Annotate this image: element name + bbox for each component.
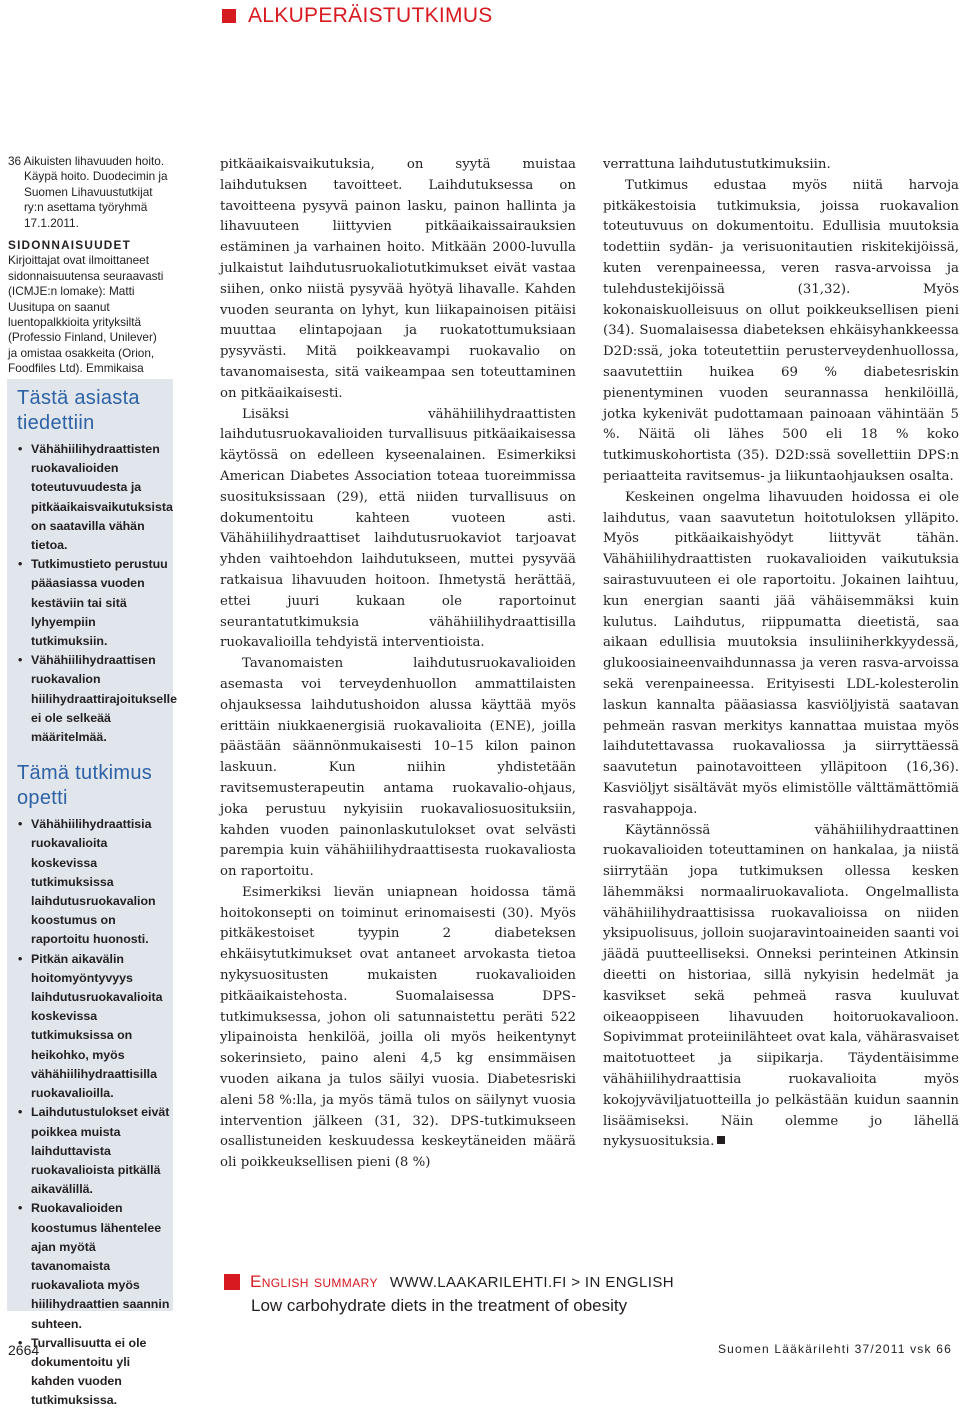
known-heading: Tästä asiasta tiedettiin xyxy=(17,387,140,434)
reference-item: 36 Aikuisten lihavuuden hoito. Käypä hoito. Duodecimin ja Suomen Lihavuustutkijat ry:n asettama työryhmä 17.1.2011. xyxy=(8,154,168,230)
list-item: • Vähähiilihydraattisen ruokavalion hiilihydraattirajoitukselle ei ole selkeää määritelmää. xyxy=(17,651,173,747)
body-column-2 xyxy=(603,155,959,1153)
list-item: • Tutkimustieto perustuu pääasiassa vuoden kestäviin tai sitä lyhyempiin tutkimuksiin. xyxy=(17,555,173,651)
summary-marker-square xyxy=(224,1274,240,1290)
english-summary-row xyxy=(224,1270,944,1294)
journal-name: Suomen Lääkärilehti 37/2011 vsk 66 xyxy=(717,1342,952,1356)
paragraph: Esimerkiksi lievän uniapnean hoidossa tämä hoitokonsepti on toiminut erinomaisesti (30). Myös pitkäkestoiset tyypin 2 diabeteksen ehkäisytutkimukset ovat antaneet arvokasta tietoa nykysuositusten mukaisten ruokavalioiden pitkäaikaistehosta. Suomalaisessa DPS- tutkimuksessa, johon oli satunnaistettu peräti 522 ylipainoista henkilöä, joilla oli myös heikentynyt sokerinsieto, paino aleni 4,5 kg ensimmäisen vuoden aikana ja tulos säilyi vuosia. Diabetesriski aleni 58 %:lla, ja myös tämä tulos on säilynyt vuosia intervention jälkeen (31, 32). DPS-tutkimukseen osallistuneiden keskuudessa keskeytäneiden määrä oli poikkeuksellisen pieni (8 %) xyxy=(220,884,576,1171)
page-number: 2664 xyxy=(8,1342,40,1358)
list-item: • Pitkän aikavälin hoitomyöntyvyys laihdutusruokavalioita koskevissa tutkimuksissa on heikohko, myös vähähiilihydraattisilla ruokavalioilla. xyxy=(17,950,173,1104)
paragraph: Keskeinen ongelma lihavuuden hoidossa ei ole laihdutus, vaan saavutetun hoitotuloksen ylläpito. Myös pitkäaikaishyödyt liittyvät tähän. Vähähiilihydraattisten ruokavalioiden vaikutuksia sairastuvuuteen ei ole raportoitu. Jokainen laihtuu, kun energian saanti jää vähäisemmäksi kuin kulutus. Laihdutus, riippumatta dieetistä, saa aikaan edullisia muutoksia insuliiniherkkyydessä, glukoosiaineenvaihdunnassa ja veren rasva-arvoissa sekä verenpaineessa. Erityisesti LDL-kolesterolin laskun kannalta pääasiassa kasviöljyistä saatavan pehmeän rasvan merkitys kannattaa muistaa myös laihdutettavassa ruokavaliossa ja siirryttäessä saavutetun painotavoitteen ylläpitoon (16,36). Kasviöljyt sisältävät myös elimistölle välttämättömiä rasvahappoja. xyxy=(603,489,959,817)
paragraph: pitkäaikaisvaikutuksia, on syytä muistaa laihdutuksen tavoitteet. Laihdutuksessa on tavoitteena pysyvä painon lasku, painon hallinta ja lihavuuteen liittyvien pitkäaikaissairauksien estäminen ja varhainen hoito. Mitkään 2000-luvulla julkaistut laihdutusruokaliotutkimukset eivät vastaa siihen, onko niistä pysyvää hyötyä lihavalle. Kahden vuoden seuranta on lyhyt, kun liikapainoisen pitäisi muuttaa elintapojaan ja ruokatottumuksiaan pysyvästi. Mitä poikkeavampi ruokavalio on tavanomaisesta, sitä vaikeampaa sen toteuttaminen on pitkäaikaisesti. xyxy=(220,157,576,401)
section-marker-square xyxy=(222,9,236,23)
disclosures-heading: SIDONNAISUUDET xyxy=(8,238,131,253)
learned-section xyxy=(17,761,173,1410)
section-label: ALKUPERÄISTUTKIMUS xyxy=(248,4,493,27)
known-section xyxy=(17,386,177,747)
paragraph-text: Käytännössä vähähiilihydraattinen ruokavalioiden toteuttaminen on hankalaa, ja niistä siirrytään jopa tutkimuksen ollessa kesken lähemmäksi normaaliruokavaliota. Ongelmallista vähähiilihydraattisissa ruokavalioissa on niiden yksipuolisuus, jolloin suojaravintoaineiden saanti voi jäädä puutteelliseksi. Onneksi perinteinen Atkinsin dieetti on historiaa, sillä nykyisin hedelmät ja kasvikset sekä pehmeä rasva kuuluvat oikeaoppiseen lihavuuden hoitoruokavalioon. Sopivimmat proteiinilähteet ovat kala, vähärasvaiset maitotuotteet ja siipikarja. Täydentäisimme vähähiilihydraattisia ruokavalioita myös kokojyväviljatuotteilla jo pelkästään kuidun saannin lisäämiseksi. Näin olemme jo lähellä nykysuosituksia. xyxy=(603,822,959,1150)
body-column-1 xyxy=(220,155,576,1174)
list-item: • Vähähiilihydraattisia ruokavalioita koskevissa tutkimuksissa laihdutusruokavalion koostumus on raportoitu huonosti. xyxy=(17,815,173,949)
english-summary xyxy=(224,1270,944,1318)
end-mark-icon xyxy=(717,1136,725,1144)
known-list xyxy=(17,440,177,747)
english-summary-link[interactable]: WWW.LAAKARILEHTI.FI > IN ENGLISH xyxy=(389,1273,674,1291)
list-item: • Turvallisuutta ei ole dokumentoitu yli kahden vuoden tutkimuksissa. xyxy=(17,1334,173,1411)
paragraph: Tavanomaisten laihdutusruokavalioiden asemasta voi terveydenhuollon ammattilaisten ohjauksessa laihdutushoidon alussa käyttää myös erittäin niukkaenergisiä ruokavalioita (ENE), joilla päästään säännönmukaisesti 10–15 kilon painon laskuun. Kun niihin yhdistetään ravitsemusterapeutin antama ruokavalio-ohjaus, joka perustuu nykyisiin ruokavaliosuosituksiin, kahden vuoden painonlaskutulokset ovat selvästi parempia kuin vähähiilihydraattisesta ruokavaliosta on raportoitu. xyxy=(220,656,576,880)
list-item: • Laihdutustulokset eivät poikkea muista laihduttavista ruokavalioista pitkällä aikavälillä. xyxy=(17,1103,173,1199)
section-header xyxy=(222,4,493,28)
last-paragraph xyxy=(603,821,959,1154)
paragraph: Tutkimus edustaa myös niitä harvoja pitkäkestoisia tutkimuksia, joissa ruokavalion toteutuvuus on dokumentoitu. Edullisia muutoksia todettiin sydän- ja verisuonitautien riskitekijöissä, kuten verenpaineessa, veren rasva-arvoissa ja tulehdustekijöissä (31,32). Myös kokonaiskuolleisuus on ollut poikkeuksellisen pieni (34). Suomalaisessa diabeteksen ehkäisyhankkeessa D2D:ssä, joka toteutettiin perusterveydenhuollossa, saavutettiin huikea 69 % diabetesriskin pienentyminen vuoden seurannassa henkilöillä, jotka kykenivät pudottamaan painoaan vähintään 5 %. Näitä oli lähes 500 eli 18 % koko tutkimuskohortista (35). D2D:ssä sovellettiin DPS:n periaatteita ravitsemus- ja liikuntaohjauksen osalta. xyxy=(603,177,959,484)
disclosures-text: Kirjoittajat ovat ilmoittaneet sidonnaisuutensa seuraavasti (ICMJE:n lomake): Matti Uusitupa on saanut luentopalkkioita yrityksiltä (Professio Finland, Unilever) ja omistaa osakkeita (Orion, Foodfiles Ltd). Emmikaisa xyxy=(8,253,164,376)
learned-heading: Tämä tutkimus opetti xyxy=(17,762,153,810)
list-item: • Vähähiilihydraattisten ruokavalioiden toteutuvuudesta ja pitkäaikaisvaikutuksista on saatavilla vähän tietoa. xyxy=(17,440,173,555)
learned-list xyxy=(17,815,173,1410)
references-block xyxy=(8,154,168,392)
english-summary-title: Low carbohydrate diets in the treatment of obesity xyxy=(251,1296,628,1315)
paragraph: Lisäksi vähähiilihydraattisten laihdutusruokavalioiden turvallisuus pitkäaikaisessa käytössä on edelleen kyseenalainen. Esimerkiksi American Diabetes Association toteaa tuoreimmissa suosituksissaan (29), että niiden turvallisuus on dokumentoitu kahteen vuoteen asti. Vähähiilihydraattiset laihdutusruokaviot tarjoavat yhden vaihtoehdon laihdutukseen, muttei pysyvää ratkaisua lihavuuden hoitoon. Ihmetystä herättää, ettei juuri kukaan ole raportoinut seurantatutkimuksia vähähiilihydraattisilla ruokavalioilla tehdyistä interventioista. xyxy=(220,406,576,651)
english-summary-label: English summary xyxy=(250,1272,378,1291)
paragraph: verrattuna laihdutustutkimuksiin. xyxy=(603,157,831,172)
list-item: • Ruokavalioiden koostumus lähentelee ajan myötä tavanomaista ruokavaliota myös hiilihydraattien saannin suhteen. xyxy=(17,1199,173,1333)
